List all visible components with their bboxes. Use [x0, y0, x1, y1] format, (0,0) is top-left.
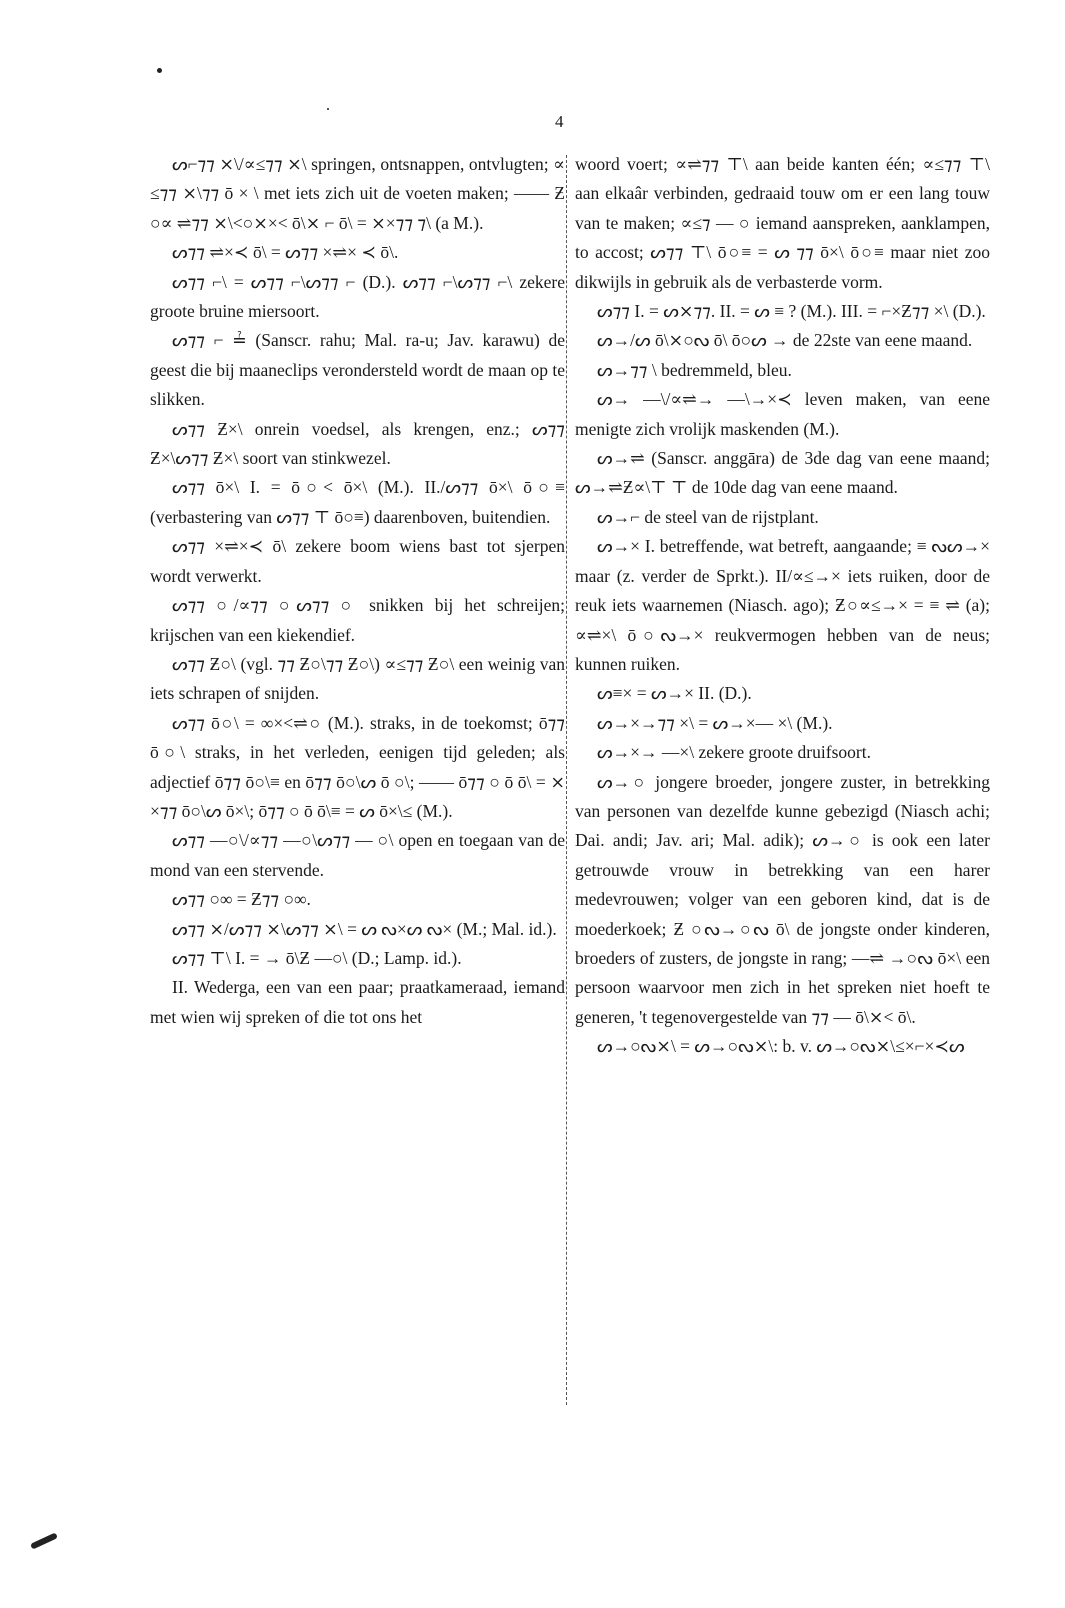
ink-speck: [157, 68, 162, 73]
dictionary-entry: ᔕ⁊⁊ ⇌×≺ ō\ = ᔕ⁊⁊ ×⇌× ≺ ō\.: [172, 242, 399, 263]
ink-speck: [327, 108, 329, 110]
column-divider: [566, 155, 567, 1405]
dictionary-entry: ᔕ→⌐ de steel van de rijstplant.: [597, 506, 819, 527]
dictionary-entry: ᔕ→○ᔓ⨯\ = ᔕ→○ᔓ⨯\: b. v. ᔕ→○ᔓ⨯\≤×⌐×≺ᔕ: [597, 1036, 965, 1057]
dictionary-entry: ᔕ→×→ —×\ zekere groote druifsoort.: [597, 742, 871, 763]
dictionary-entry: ᔕ→×→⁊⁊ ×\ = ᔕ→×— ×\ (M.).: [597, 712, 833, 733]
right-column: [575, 150, 990, 1062]
dictionary-entry: ᔕ⁊⁊ —○\/∝⁊⁊ —○\ᔕ⁊⁊ — ○\ open en toegaan van de mond van een stervende.: [150, 830, 565, 880]
ink-smudge: [30, 1532, 58, 1549]
dictionary-entry: ᔕ→⇌ (Sanscr. anggāra) de 3de dag van eene maand; ᔕ→⇌Ƶ∝\⊤ ⊤ de 10de dag van eene maand.: [575, 448, 990, 498]
dictionary-entry: ᔕ≡× = ᔕ→× II. (D.).: [597, 683, 752, 704]
dictionary-entry: woord voert; ∝⇌⁊⁊ ⊤\ aan beide kanten één; ∝≤⁊⁊ ⊤\ aan elkaâr verbinden, gedraaid touw om er een lang touw van te maken; ∝≤⁊ — ○ iemand aanspreken, aanklampen, to accost; ᔕ⁊⁊ ⊤\ ō○≡ = ᔕ ⁊⁊ ō×\ ō○≡ maar niet zoo dikwijls in gebruik als de verbasterde vorm.: [575, 154, 990, 292]
dictionary-entry: II. Wederga, een van een paar; praatkameraad, iemand met wien wij spreken of die tot ons het: [150, 977, 565, 1027]
dictionary-entry: ᔕ⁊⁊ ○/∝⁊⁊ ○ᔕ⁊⁊ ○ snikken bij het schreijen; krijschen van een kiekendief.: [150, 595, 565, 645]
page-number: 4: [555, 112, 564, 131]
dictionary-entry: ᔕ⁊⁊ ○∞ = Ƶ⁊⁊ ○∞.: [172, 889, 311, 910]
dictionary-entry: ᔕ⁊⁊ ⊤\ I. = → ō\Ƶ —○\ (D.; Lamp. id.).: [172, 947, 462, 968]
dictionary-entry: ᔕ→× I. betreffende, wat betreft, aangaande; ≡ ᔓᔕ→× maar (z. verder de Sprkt.). II/∝≤→× iets ruiken, door de reuk iets waarnemen (Niasch. ago); Ƶ○∝≤→× = ≡ ⇌ (a); ∝⇌×\ ō○ᔓ→× reukvermogen hebben van de neus; kunnen ruiken.: [575, 536, 990, 674]
dictionary-entry: ᔕ⁊⁊ ⌐\ = ᔕ⁊⁊ ⌐\ᔕ⁊⁊ ⌐ (D.). ᔕ⁊⁊ ⌐\ᔕ⁊⁊ ⌐\ zekere groote bruine miersoort.: [150, 271, 565, 322]
dictionary-entry: ᔕ⁊⁊ ×⇌×≺ ō\ zekere boom wiens bast tot sjerpen wordt verwerkt.: [150, 536, 565, 586]
dictionary-entry: ᔕ⁊⁊ Ƶ○\ (vgl. ⁊⁊ Ƶ○\⁊⁊ Ƶ○\) ∝≤⁊⁊ Ƶ○\ een weinig van iets schrapen of snijden.: [150, 653, 565, 704]
dictionary-entry: ᔕ⁊⁊ ⌐ ≟ (Sanscr. rahu; Mal. ra-u; Jav. karawu) de geest die bij maaneclips verondersteld wordt de maan op te slikken.: [150, 330, 565, 410]
dictionary-entry: ᔕ⁊⁊ ō×\ I. = ō○< ō×\ (M.). II./ᔕ⁊⁊ ō×\ ō○≡ (verbastering van ᔕ⁊⁊ ⊤ ō○≡) daarenboven, buitendien.: [150, 477, 565, 527]
dictionary-entry: ᔕ⁊⁊ I. = ᔕ⨯⁊⁊. II. = ᔕ ≡ ? (M.). III. = ⌐×Ƶ⁊⁊ ×\ (D.).: [597, 301, 986, 322]
dictionary-entry: ᔕ→⁊⁊ \ bedremmeld, bleu.: [597, 359, 792, 380]
dictionary-entry: ᔕ→○ jongere broeder, jongere zuster, in betrekking van personen van dezelfde kunne gebezigd (Niasch achi; Dai. andi; Jav. ari; Mal. adik); ᔕ→○ is ook een later getrouwde vrouw in betrekking van een harer medevrouwen; volger van een geboren kind, dat is de moederkoek; Ƶ ○ᔓ→○ᔓ ō\ de jongste onder kinderen, broeders of zusters, de jongste in rang; —⇌ →○ᔓ ō×\ een persoon waarvoor men zich in het spreken niet hoeft te generen, 't tegenovergestelde van ⁊⁊ — ō\⨯< ō\.: [575, 771, 990, 1027]
left-column: [150, 150, 565, 1032]
dictionary-entry: ᔕ→ —\/∝⇌→ —\→×≺ leven maken, van eene menigte zich vrolijk maskenden (M.).: [575, 389, 990, 439]
dictionary-entry: ᔕ→/ᔕ ō\⨯○ᔓ ō\ ō○ᔕ → de 22ste van eene maand.: [597, 330, 973, 351]
dictionary-entry: ᔕ⁊⁊ ⨯/ᔕ⁊⁊ ⨯\ᔕ⁊⁊ ⨯\ = ᔕ ᔓ×ᔕ ᔓ× (M.; Mal. id.).: [172, 918, 557, 939]
dictionary-entry: ᔕ⁊⁊ ō○\ = ∞×<⇌○ (M.). straks, in de toekomst; ō⁊⁊ ō○\ straks, in het verleden, eenigen tijd geleden; als adjectief ō⁊⁊ ō○\≡ en ō⁊⁊ ō○\ᔕ ō ○\; —— ō⁊⁊ ○ ō ō\ = ⨯ ×⁊⁊ ō○\ᔕ ō×\; ō⁊⁊ ○ ō ō\≡ = ᔕ ō×\≤ (M.).: [150, 712, 565, 821]
dictionary-entry: ᔕ⁊⁊ Ƶ×\ onrein voedsel, als krengen, enz.; ᔕ⁊⁊ Ƶ×\ᔕ⁊⁊ Ƶ×\ soort van stinkwezel.: [150, 418, 565, 469]
dictionary-entry: ᔕ⌐⁊⁊ ⨯\/∝≤⁊⁊ ⨯\ springen, ontsnappen, ontvlugten; ∝ ≤⁊⁊ ⨯\⁊⁊ ō × \ met iets zich uit de voeten maken; —— Ƶ ○∝ ⇌⁊⁊ ⨯\<○⨯×< ō\⨯ ⌐ ō\ = ⨯×⁊⁊ ⁊\ (a M.).: [150, 154, 565, 233]
